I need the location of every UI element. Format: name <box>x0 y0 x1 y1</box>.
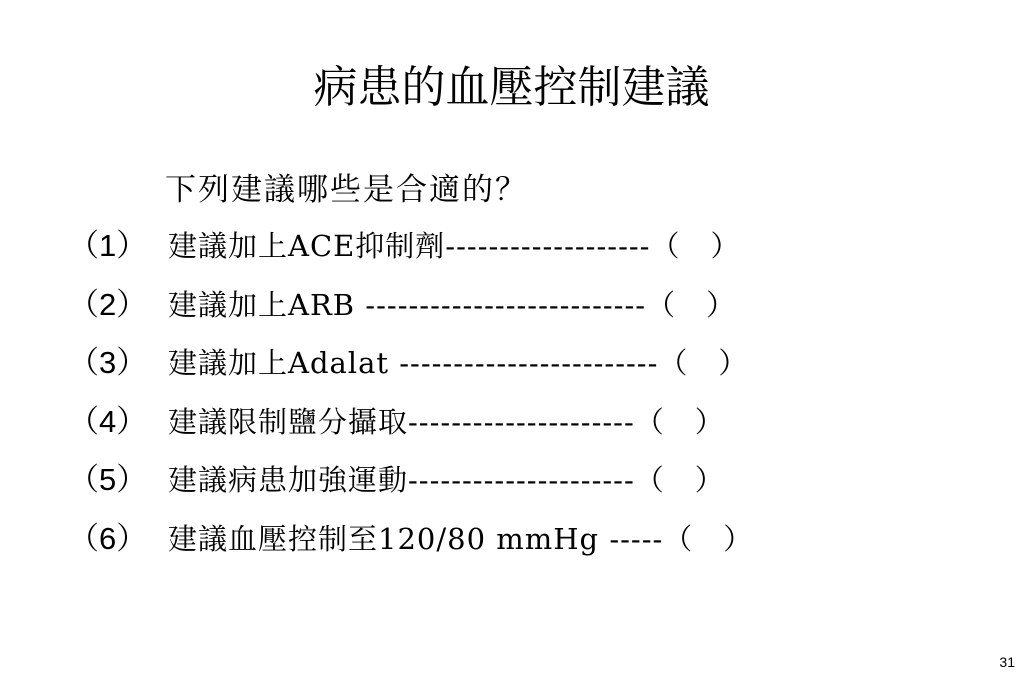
item-number: （1） <box>68 228 148 263</box>
item-text: 建議加上ACE抑制劑-------------------（ ） <box>168 229 741 263</box>
item-number: （4） <box>68 403 148 439</box>
question-prompt: 下列建議哪些是合適的？ <box>165 172 528 208</box>
item-text: 建議限制鹽分攝取---------------------（ ） <box>168 404 725 439</box>
list-item <box>68 224 753 283</box>
slide-title: 病患的血壓控制建議 <box>313 62 710 113</box>
page-number: 31 <box>999 654 1015 670</box>
list-item <box>68 458 753 517</box>
item-text: 建議加上ARB --------------------------（ ） <box>168 287 737 322</box>
item-text: 建議加上Adalat ------------------------（ ） <box>168 346 749 380</box>
list-item <box>68 517 753 576</box>
item-text: 建議血壓控制至120/80 mmHg -----（ ） <box>168 521 754 556</box>
recommendation-list <box>68 224 753 575</box>
item-number: （5） <box>68 462 148 497</box>
item-number: （2） <box>68 286 148 322</box>
list-item <box>68 283 753 342</box>
list-item <box>68 341 753 400</box>
list-item <box>68 400 753 459</box>
item-text: 建議病患加強運動---------------------（ ） <box>168 463 725 497</box>
item-number: （6） <box>68 520 148 556</box>
item-number: （3） <box>68 345 148 380</box>
